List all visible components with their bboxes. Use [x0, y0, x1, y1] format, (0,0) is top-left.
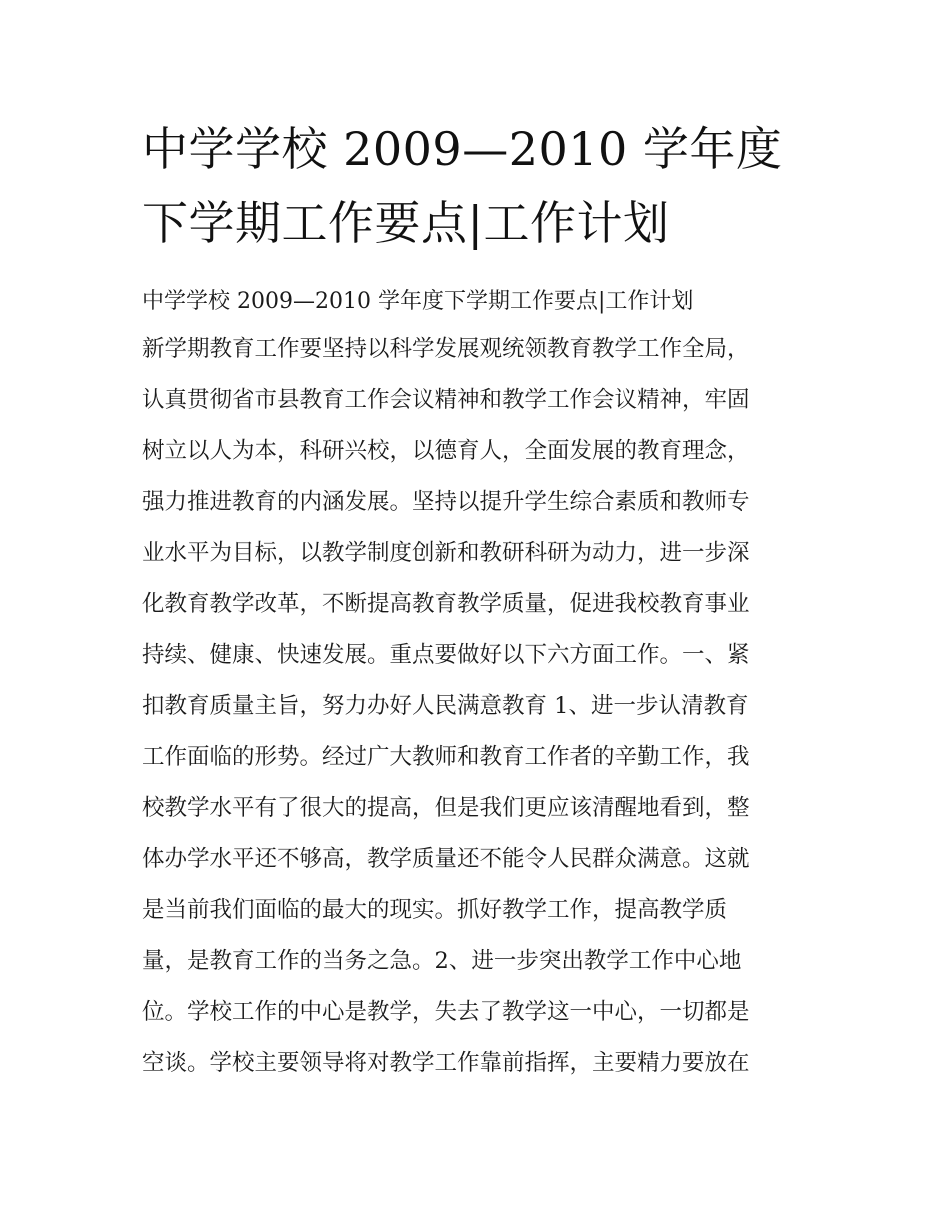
body-line: 强力推进教育的内涵发展。坚持以提升学生综合素质和教师专 — [142, 489, 750, 515]
body-line: 业水平为目标，以教学制度创新和教研科研为动力，进一步深 — [142, 540, 750, 566]
body-line: 认真贯彻省市县教育工作会议精神和教学工作会议精神，牢固 — [142, 387, 750, 413]
body-line: 体办学水平还不够高，教学质量还不能令人民群众满意。这就 — [142, 846, 750, 872]
document-subtitle: 中学学校 2009—2010 学年度下学期工作要点|工作计划 — [142, 289, 694, 314]
body-line: 化教育教学改革，不断提高教育教学质量，促进我校教育事业 — [142, 591, 750, 617]
body-line: 工作面临的形势。经过广大教师和教育工作者的辛勤工作，我 — [142, 744, 750, 770]
title-line-1: 中学学校 2009—2010 学年度 — [142, 122, 783, 176]
body-line: 是当前我们面临的最大的现实。抓好教学工作，提高教学质 — [142, 897, 728, 923]
body-line: 空谈。学校主要领导将对教学工作靠前指挥，主要精力要放在 — [142, 1050, 750, 1076]
body-line: 位。学校工作的中心是教学，失去了教学这一中心，一切都是 — [142, 999, 750, 1025]
document-body — [142, 324, 822, 1089]
document-title — [142, 112, 822, 260]
title-line-2: 下学期工作要点|工作计划 — [142, 196, 670, 250]
body-line: 持续、健康、快速发展。重点要做好以下六方面工作。一、紧 — [142, 642, 750, 668]
body-line: 扣教育质量主旨，努力办好人民满意教育 1、进一步认清教育 — [142, 693, 749, 719]
body-line: 新学期教育工作要坚持以科学发展观统领教育教学工作全局， — [142, 336, 750, 362]
body-line: 量，是教育工作的当务之急。2、进一步突出教学工作中心地 — [142, 948, 742, 974]
body-line: 树立以人为本，科研兴校，以德育人，全面发展的教育理念， — [142, 438, 750, 464]
body-line: 校教学水平有了很大的提高，但是我们更应该清醒地看到，整 — [142, 795, 750, 821]
